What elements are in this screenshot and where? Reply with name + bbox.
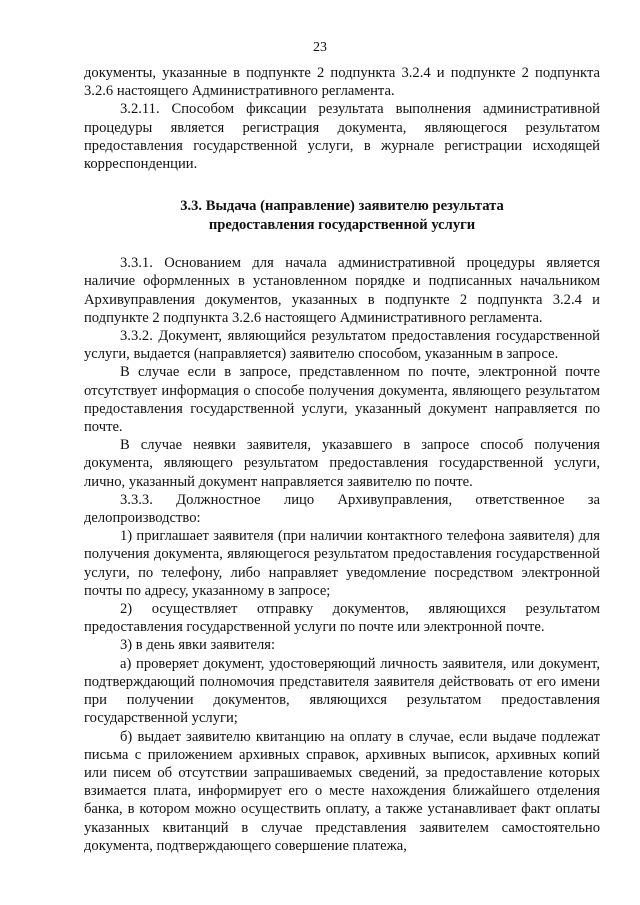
paragraph: документы, указанные в подпункте 2 подпункта 3.2.4 и подпункте 2 подпункта 3.2.6 настоящего Административного регламента. [84, 65, 600, 100]
list-item: 2) осуществляет отправку документов, являющихся результатом предоставления государственной услуги по почте или электронной почте. [84, 601, 600, 636]
list-item: а) проверяет документ, удостоверяющий личность заявителя, или документ, подтверждающий полномочия представителя заявителя действовать от его имени при получении документов, являющихся результатом предоставления государственной услуги; [84, 655, 600, 727]
paragraph: 3.3.2. Документ, являющийся результатом предоставления государственной услуги, выдается (направляется) заявителю способом, указанным в запросе. [84, 328, 600, 363]
heading-line: 3.3. Выдача (направление) заявителю результата [180, 198, 504, 215]
paragraph: 3.2.11. Способом фиксации результата выполнения административной процедуры является регистрация документа, являющегося результатом предоставления государственной услуги, в журнале регистрации исходящей корреспонденции. [84, 101, 600, 173]
list-item: б) выдает заявителю квитанцию на оплату в случае, если выдаче подлежат письма с приложением архивных справок, архивных выписок, архивных копий или писем об отсутствии запрашиваемых сведений, за предоставление которых взимается плата, информирует его о месте нахождения ближайшего отделения банка, в котором можно осуществить оплату, а также устанавливает факт оплаты указанных квитанций в случае представления заявителем самостоятельно документа, подтверждающего совершение платежа, [84, 728, 600, 854]
section-heading [84, 197, 600, 235]
document-body [84, 64, 600, 855]
list-item: 3) в день явки заявителя: [120, 637, 276, 654]
paragraph: 3.3.1. Основанием для начала административной процедуры является наличие оформленных в установленном порядке и подписанных начальником Архивуправления документов, указанных в подпункте 2 подпункта 3.2.4 и подпункте 2 подпункта 3.2.6 настоящего Административного регламента. [84, 255, 600, 326]
heading-line: предоставления государственной услуги [208, 217, 476, 234]
page-number: 23 [313, 40, 327, 55]
paragraph: В случае если в запросе, представленном по почте, электронной почте отсутствует информация о способе получения документа, являющего результатом предоставления государственной услуги, указанный документ направляется по почте. [84, 364, 600, 436]
list-item: 1) приглашает заявителя (при наличии контактного телефона заявителя) для получения документа, являющегося результатом предоставления государственной услуги, по телефону, либо направляет уведомление посредством электронной почты по адресу, указанному в запросе; [84, 528, 600, 599]
paragraph: 3.3.3. Должностное лицо Архивуправления, ответственное за делопроизводство: [84, 491, 600, 527]
paragraph: В случае неявки заявителя, указавшего в запросе способ получения документа, являющего результатом предоставления государственной услуги, лично, указанный документ направляется заявителю по почте. [84, 437, 600, 490]
